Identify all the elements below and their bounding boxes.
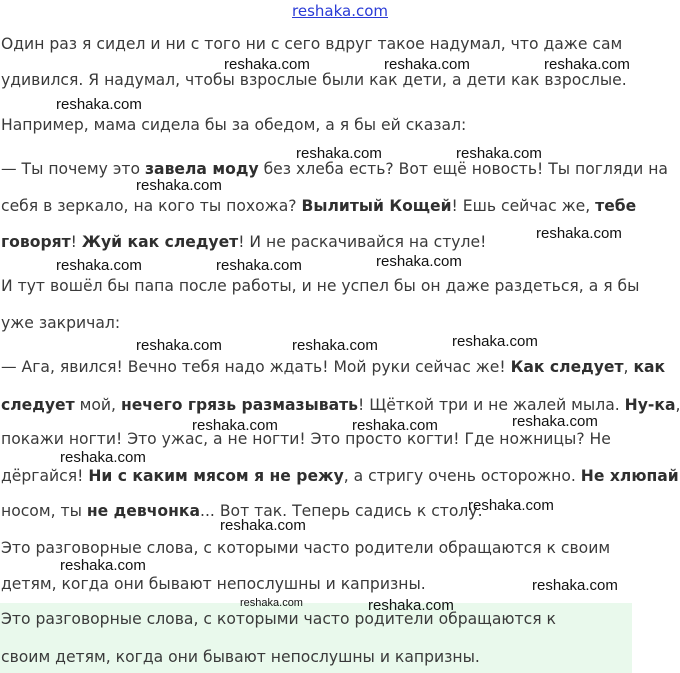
watermark: reshaka.com xyxy=(56,257,142,274)
bold-phrase: не девчонка xyxy=(86,502,201,520)
watermark: reshaka.com xyxy=(384,56,470,73)
text-line xyxy=(1,575,426,593)
watermark: reshaka.com xyxy=(136,337,222,354)
text-line xyxy=(1,396,680,414)
text-segment: , xyxy=(675,396,680,414)
bold-phrase: Ни с каким мясом я не режу xyxy=(88,467,344,485)
bold-phrase: Как следует xyxy=(510,358,624,376)
bold-phrase: Не хлюпай xyxy=(580,467,679,485)
bold-phrase: нечего грязь размазывать xyxy=(120,396,358,414)
text-segment: Например, мама сидела бы за обедом, а я бы ей сказал: xyxy=(1,116,467,134)
text-line xyxy=(1,467,679,485)
text-segment: Один раз я сидел и ни с того ни с сего вдруг такое надумал, что даже сам xyxy=(1,35,623,53)
text-segment: уже закричал: xyxy=(1,314,121,332)
watermark: reshaka.com xyxy=(532,577,618,594)
text-segment: мой, xyxy=(74,396,121,414)
text-segment: детям, когда они бывают непослушны и капризны. xyxy=(1,575,426,593)
watermark: reshaka.com xyxy=(224,56,310,73)
watermark: reshaka.com xyxy=(240,597,303,609)
text-segment: ! xyxy=(70,233,82,251)
watermark: reshaka.com xyxy=(192,417,278,434)
watermark: reshaka.com xyxy=(368,597,454,614)
watermark: reshaka.com xyxy=(452,333,538,350)
watermark: reshaka.com xyxy=(296,145,382,162)
bold-phrase: следует xyxy=(1,396,75,414)
bold-phrase: Ну-ка xyxy=(624,396,676,414)
text-line xyxy=(1,35,622,53)
site-link[interactable]: reshaka.com xyxy=(292,2,388,20)
text-line xyxy=(1,233,486,251)
text-line xyxy=(1,71,627,89)
text-segment: — Ага, явился! Вечно тебя надо ждать! Мой руки сейчас же! xyxy=(1,358,511,376)
text-segment: без хлеба есть? Вот ещё новость! Ты погляди на xyxy=(258,160,668,178)
text-line xyxy=(1,358,665,376)
watermark: reshaka.com xyxy=(136,177,222,194)
watermark: reshaka.com xyxy=(220,517,306,534)
watermark: reshaka.com xyxy=(468,497,554,514)
text-segment: , xyxy=(623,358,634,376)
watermark: reshaka.com xyxy=(60,449,146,466)
text-segment: И тут вошёл бы папа после работы, и не успел бы он даже раздеться, а я бы xyxy=(1,277,640,295)
text-segment: удивился. Я надумал, чтобы взрослые были как дети, а дети как взрослые. xyxy=(1,71,627,89)
watermark: reshaka.com xyxy=(56,96,142,113)
text-line xyxy=(1,539,610,557)
text-line xyxy=(1,160,668,178)
text-line xyxy=(1,430,611,448)
watermark: reshaka.com xyxy=(60,557,146,574)
text-line xyxy=(1,277,640,295)
bold-phrase: говорят xyxy=(1,233,71,251)
text-segment: ! Ешь сейчас же, xyxy=(451,197,596,215)
watermark: reshaka.com xyxy=(352,417,438,434)
bold-phrase: Вылитый Кощей xyxy=(301,197,452,215)
bold-phrase: тебе xyxy=(595,197,637,215)
text-segment: ... Вот так. Теперь садись к столу. xyxy=(200,502,483,520)
text-segment: себя в зеркало, на кого ты похожа? xyxy=(1,197,302,215)
text-segment: носом, ты xyxy=(1,502,87,520)
text-segment: ! Щёткой три и не жалей мыла. xyxy=(358,396,625,414)
answer-line: своим детям, когда они бывают непослушны и капризны. xyxy=(1,648,480,666)
answer-line: Это разговорные слова, с которыми часто родители обращаются к xyxy=(1,610,556,628)
text-segment: — Ты почему это xyxy=(1,160,145,178)
watermark: reshaka.com xyxy=(544,56,630,73)
text-segment: ! И не раскачивайся на стуле! xyxy=(238,233,487,251)
bold-phrase: завела моду xyxy=(144,160,259,178)
text-line xyxy=(1,116,466,134)
watermark: reshaka.com xyxy=(376,253,462,270)
watermark: reshaka.com xyxy=(536,225,622,242)
watermark: reshaka.com xyxy=(512,413,598,430)
watermark: reshaka.com xyxy=(456,145,542,162)
bold-phrase: как xyxy=(633,358,666,376)
bold-phrase: Жуй как следует xyxy=(81,233,239,251)
text-line xyxy=(1,314,120,332)
text-line xyxy=(1,197,636,215)
watermark: reshaka.com xyxy=(216,257,302,274)
watermark: reshaka.com xyxy=(292,337,378,354)
text-segment: покажи ногти! Это ужас, а не ногти! Это просто когти! Где ножницы? Не xyxy=(1,430,611,448)
text-segment: Это разговорные слова, с которыми часто родители обращаются к своим xyxy=(1,539,611,557)
text-segment: дёргайся! xyxy=(1,467,89,485)
text-segment: , а стригу очень осторожно. xyxy=(343,467,581,485)
